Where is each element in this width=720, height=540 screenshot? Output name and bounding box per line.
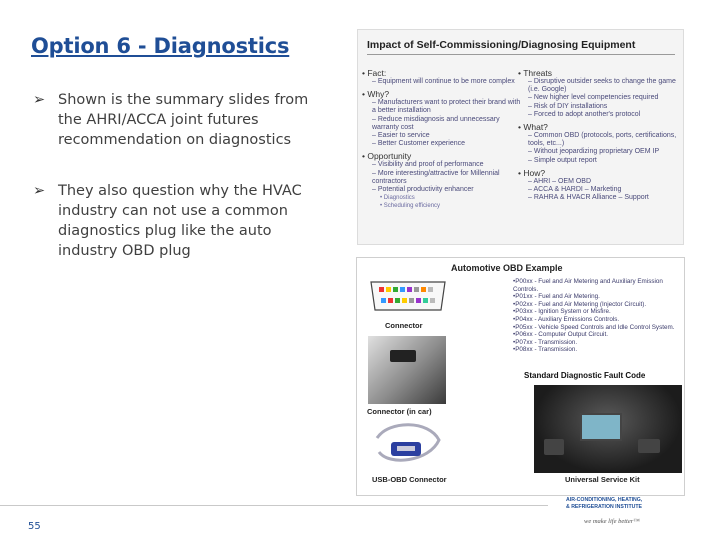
fault-code-list	[513, 278, 683, 354]
fault-code: •P02xx - Fuel and Air Metering (Injector Circuit).	[513, 300, 647, 308]
connector-caption: Connector	[385, 321, 423, 330]
impact-item: – Risk of DIY installations	[528, 102, 608, 110]
impact-label: • How?	[518, 167, 546, 178]
impact-label: • Why?	[362, 89, 390, 100]
bullet-1	[33, 90, 323, 150]
impact-item: – More interesting/attractive for Millennial contractors	[372, 169, 500, 185]
impact-item: – Visibility and proof of performance	[372, 161, 484, 169]
fault-code: •P06xx - Computer Output Circuit.	[513, 331, 608, 339]
slide-title: Option 6 - Diagnostics	[31, 34, 290, 58]
kit-caption: Universal Service Kit	[565, 475, 640, 484]
bullet-text: They also question why the HVAC industry can not use a common diagnostics plug like the auto industry OBD plug	[58, 183, 302, 259]
impact-item: – Manufacturers want to protect their brand with a better installation	[372, 99, 521, 115]
fault-code: •P05xx - Vehicle Speed Controls and Idle Control System.	[513, 323, 675, 331]
impact-subitem: • Scheduling efficiency	[380, 203, 441, 210]
impact-left-column	[362, 68, 522, 211]
connector-car-caption: Connector (in car)	[367, 407, 432, 416]
fault-code: •P08xx - Transmission.	[513, 346, 578, 354]
obd-title: Automotive OBD Example	[451, 263, 563, 273]
impact-label: • Opportunity	[362, 151, 412, 162]
kit-screen	[580, 413, 622, 441]
impact-item: – Reduce misdiagnosis and unnecessary warranty cost	[372, 115, 500, 131]
fault-code: •P07xx - Transmission.	[513, 338, 578, 346]
page-number: 55	[28, 521, 41, 532]
obd-slide-image	[356, 257, 685, 496]
impact-item: – Disruptive outsider seeks to change the game (i.e. Google)	[528, 78, 676, 94]
impact-item: – Easier to service	[372, 132, 430, 140]
arrow-bullet-icon: ➢	[33, 183, 46, 199]
impact-item: – Better Customer experience	[372, 140, 465, 148]
fault-code: •P03xx - Ignition System or Misfire.	[513, 308, 611, 316]
impact-item: – AHRI – OEM OBD	[528, 177, 592, 185]
service-kit-photo	[534, 385, 682, 473]
impact-label: • What?	[518, 122, 548, 133]
impact-item: – Common OBD (protocols, ports, certifications, tools, etc...)	[528, 132, 677, 148]
impact-title: Impact of Self-Commissioning/Diagnosing Equipment	[367, 39, 636, 51]
impact-item: – Without jeopardizing proprietary OEM IP	[528, 148, 660, 156]
impact-rule	[367, 54, 675, 55]
fault-code: •P04xx - Auxiliary Emissions Controls.	[513, 315, 620, 323]
fault-code: •P01xx - Fuel and Air Metering.	[513, 293, 600, 301]
bullet-text: Shown is the summary slides from the AHRI/ACCA joint futures recommendation on diagnostics	[58, 92, 309, 148]
arrow-bullet-icon: ➢	[33, 92, 46, 108]
bullet-2	[33, 181, 323, 261]
impact-item: – Potential productivity enhancer	[372, 186, 474, 194]
car-connector-photo	[368, 336, 446, 404]
ahri-logo: AIR-CONDITIONING, HEATING, & REFRIGERATION INSTITUTE	[566, 497, 643, 510]
impact-slide-image	[357, 29, 684, 245]
footer-divider	[0, 505, 548, 506]
obd-connector-diagram	[367, 278, 449, 314]
impact-item: – ACCA & HARDI – Marketing	[528, 186, 622, 194]
fault-code-caption: Standard Diagnostic Fault Code	[524, 371, 646, 380]
impact-item: – Forced to adopt another's protocol	[528, 110, 641, 118]
impact-right-column	[518, 68, 678, 202]
tagline: we make life better™	[584, 518, 640, 525]
impact-subitem: • Diagnostics	[380, 195, 415, 202]
impact-item: – New higher level competencies required	[528, 94, 659, 102]
port-shape	[390, 350, 416, 362]
impact-item: – Equipment will continue to be more complex	[372, 78, 515, 85]
impact-label: • Fact:	[362, 68, 387, 78]
connector-outline	[371, 282, 445, 310]
impact-item: – RAHRA & HVACR Alliance – Support	[528, 194, 649, 202]
impact-item: – Simple output report	[528, 156, 597, 164]
impact-label: • Threats	[518, 68, 553, 78]
fault-code: •P00xx - Fuel and Air Metering and Auxiliary Emission Controls.	[513, 278, 663, 293]
usb-obd-photo	[369, 418, 447, 470]
usb-caption: USB-OBD Connector	[372, 475, 447, 484]
